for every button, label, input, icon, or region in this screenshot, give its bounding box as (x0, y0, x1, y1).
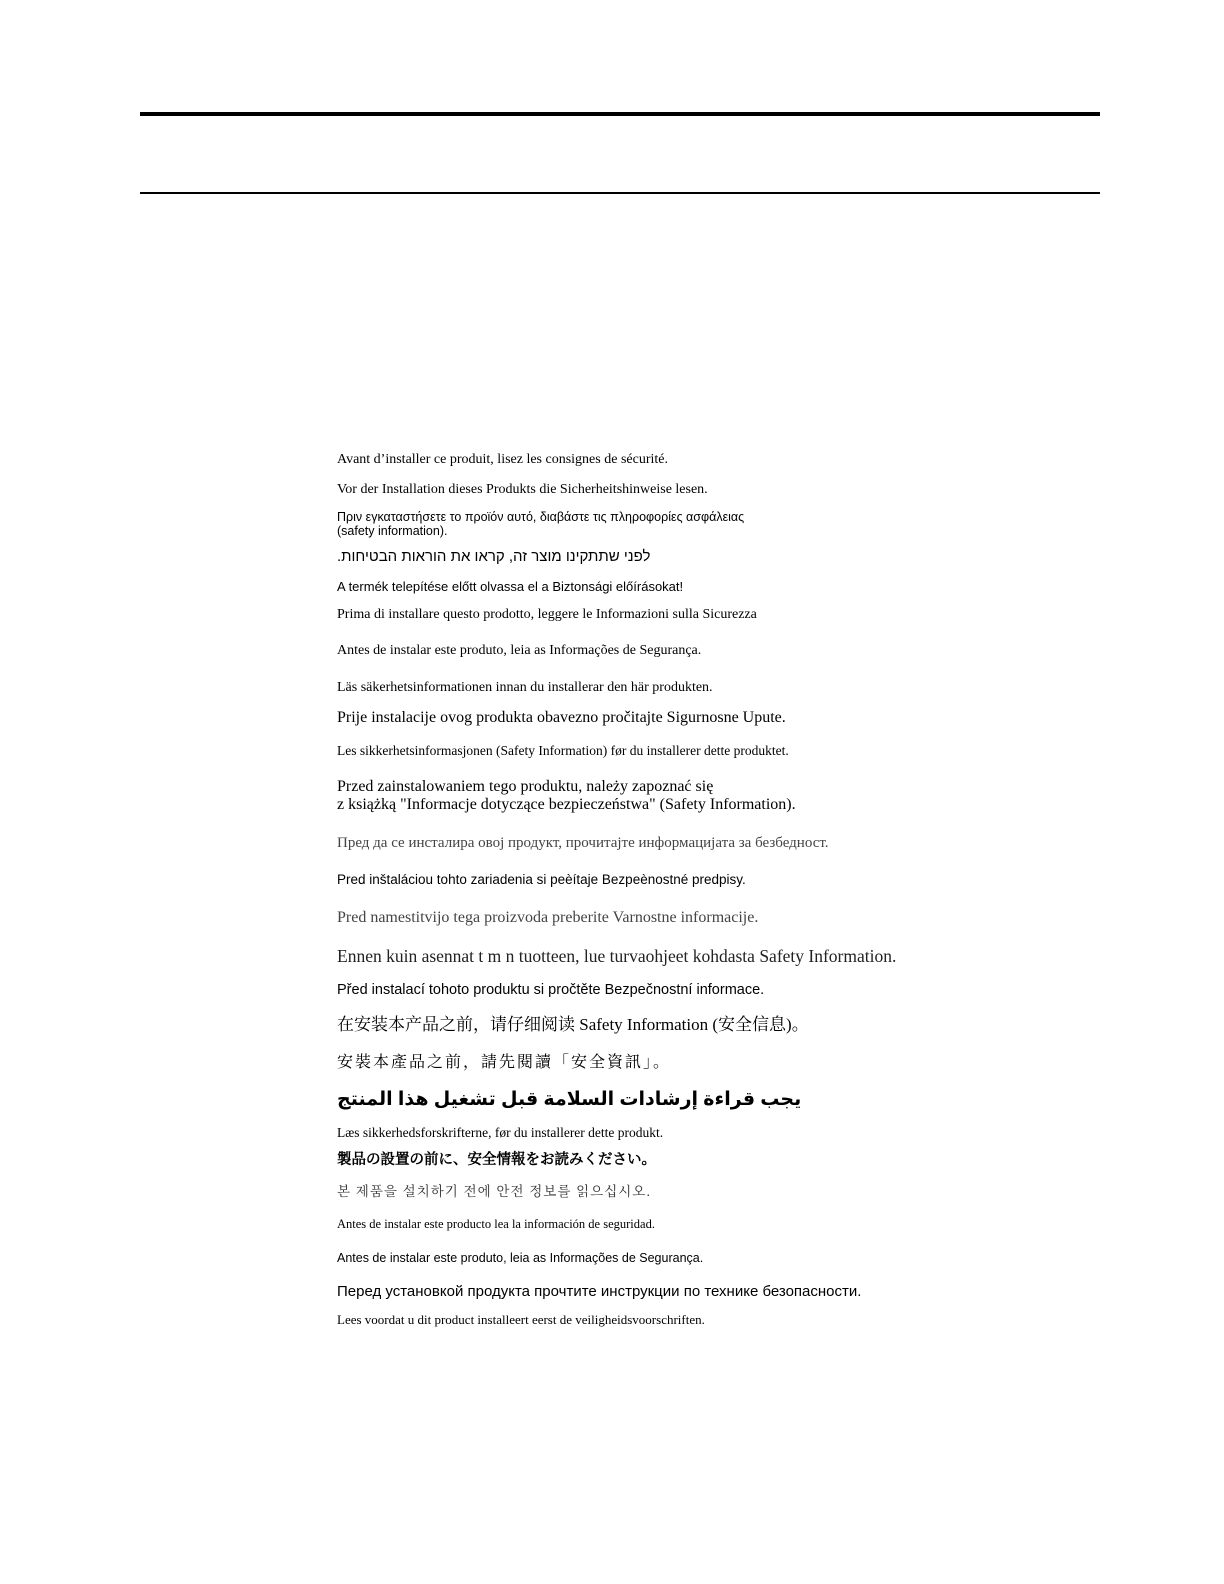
notice-chinese-simplified: 在安装本产品之前，请仔细阅读 Safety Information (安全信息)。 (337, 1015, 809, 1034)
notice-spanish: Antes de instalar este producto lea la información de seguridad. (337, 1217, 655, 1231)
notice-korean: 본 제품을 설치하기 전에 안전 정보를 읽으십시오. (337, 1184, 652, 1199)
notice-japanese: 製品の設置の前に、安全情報をお読みください。 (337, 1152, 656, 1168)
notice-finnish: Ennen kuin asennat t m n tuotteen, lue turvaohjeet kohdasta Safety Information. (337, 946, 897, 966)
notice-chinese-traditional: 安裝本產品之前，請先閱讀「安全資訊」。 (337, 1054, 672, 1071)
notice-macedonian: Пред да се инсталира овој продукт, прочитајте информацијата за безбедност. (337, 835, 829, 851)
notice-french: Avant d’installer ce produit, lisez les consignes de sécurité. (337, 452, 668, 467)
notice-czech: Před instalací tohoto produktu si pročtěte Bezpečnostní informace. (337, 982, 765, 998)
notice-greek (337, 510, 744, 539)
notice-norwegian: Les sikkerhetsinformasjonen (Safety Information) før du installerer dette produktet. (337, 743, 789, 758)
notice-portuguese-brazil: Antes de instalar este produto, leia as Informações de Segurança. (337, 643, 702, 658)
notice-swedish: Läs säkerhetsinformationen innan du installerar den här produkten. (337, 680, 713, 695)
notice-italian: Prima di installare questo prodotto, leggere le Informazioni sulla Sicurezza (337, 607, 757, 622)
top-heading-rule (140, 112, 1100, 116)
notice-arabic: يجب قراءة إرشادات السلامة قبل تشغيل هذا المنتج (337, 1089, 802, 1110)
notice-danish: Læs sikkerhedsforskrifterne, før du installerer dette produkt. (337, 1125, 664, 1140)
notice-hungarian: A termék telepítése előtt olvassa el a Biztonsági előírásokat! (337, 579, 684, 594)
notice-russian: Перед установкой продукта прочтите инструкции по технике безопасности. (337, 1283, 862, 1300)
notice-croatian: Prije instalacije ovog produkta obavezno pročitajte Sigurnosne Upute. (337, 709, 786, 726)
notice-polish-line-1: Przed zainstalowaniem tego produktu, należy zapoznać się (337, 778, 714, 795)
notice-slovak: Pred inštaláciou tohto zariadenia si peèítaje Bezpeènostné predpisy. (337, 872, 746, 887)
notice-greek-line-2: (safety information). (337, 524, 448, 539)
notice-dutch: Lees voordat u dit product installeert eerst de veiligheidsvoorschriften. (337, 1312, 705, 1327)
notice-portuguese: Antes de instalar este produto, leia as Informações de Segurança. (337, 1251, 704, 1265)
notice-hebrew: לפני שתתקינו מוצר זה, קראו את הוראות הבטיחות. (337, 548, 651, 565)
notice-polish-line-2: z książką "Informacje dotyczące bezpieczeństwa" (Safety Information). (337, 796, 796, 814)
notice-greek-line-1: Πριν εγκαταστήσετε το προϊόν αυτό, διαβάστε τις πληροφορίες ασφάλειας (337, 510, 745, 524)
notice-german: Vor der Installation dieses Produkts die Sicherheitshinweise lesen. (337, 482, 708, 497)
heading-underline-rule (140, 192, 1100, 194)
notice-polish (337, 778, 796, 815)
notice-slovenian: Pred namestitvijo tega proizvoda preberite Varnostne informacije. (337, 909, 759, 926)
